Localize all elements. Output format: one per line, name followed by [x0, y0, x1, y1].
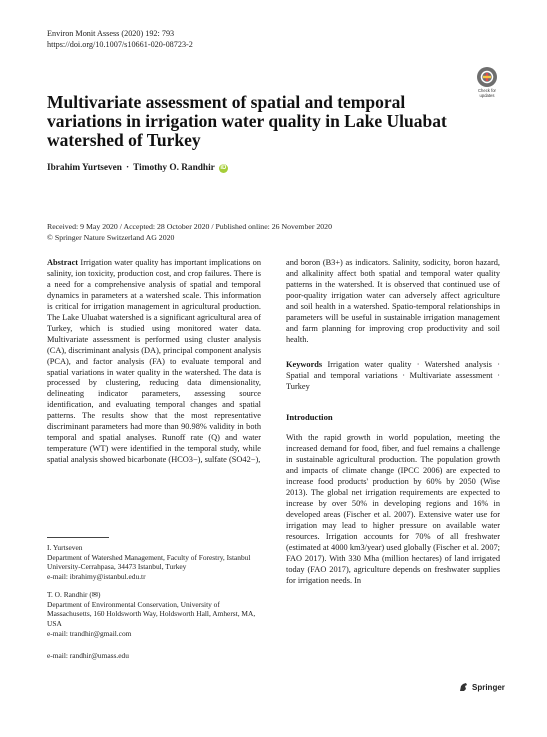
affiliation-2 — [47, 590, 261, 639]
article-title: Multivariate assessment of spatial and temporal variations in irrigation water quality in Lake Uluabat watershed of Turkey — [47, 92, 447, 150]
history-dates: Received: 9 May 2020 / Accepted: 28 October 2020 / Published online: 26 November 2020 — [47, 222, 332, 231]
springer-horse-icon — [458, 682, 469, 693]
keywords-paragraph — [286, 360, 500, 393]
introduction-heading: Introduction — [286, 412, 333, 423]
check-for-updates-badge[interactable] — [473, 67, 501, 100]
doi-link[interactable]: https://doi.org/10.1007/s10661-020-08723-2 — [47, 40, 193, 49]
affiliation-2-dept: Department of Environmental Conservation, University of Massachusetts, 160 Holdsworth Way, Holdsworth Hall, Amherst, MA, USA — [47, 599, 256, 629]
publication-dates — [47, 222, 332, 243]
keywords-heading: Keywords — [286, 359, 323, 369]
abstract-continued: and boron (B3+) as indicators. Salinity, sodicity, boron hazard, and alkalinity affect both spatial and temporal water quality patterns in the watershed. It is observed that continued use of poor-quality irrigation water can adversely affect agriculture and soil health in a watershed. Spatio-temporal relationships in parameters will be useful in sustainable irrigation management and farm planning for improving crop productivity and soil health. — [286, 258, 500, 344]
right-column — [286, 258, 500, 587]
abstract-paragraph — [47, 258, 261, 466]
affiliation-3-email[interactable]: e-mail: randhir@umass.edu — [47, 651, 129, 660]
introduction-paragraph: With the rapid growth in world population, meeting the increased demand for food, fiber, and fuel remains a challenge in sustainable agricultural production. The population growth and impacts of climate change (IPCC 2006) are expected to increase food products' production by 60% by 2050 (Wise 2013). The global net irrigation requirements are expected to increase by over 50% in developing regions and 16% in developed areas (Fischer et al. 2007). Extensive water use for irrigation may lead to higher pressure on available water resources. Irrigation accounts for 70% of all freshwater (estimated at 4000 km3/year) used globally (Fischer et al. 2007; FAO 2017). With 330 Mha (million hectares) of land irrigated today (FAO 2017), agriculture depends on freshwater supplies for irrigation needs. In — [286, 433, 500, 585]
publisher-name: Springer — [472, 683, 505, 692]
journal-header — [47, 28, 193, 50]
affiliation-2-email[interactable]: e-mail: trandhir@gmail.com — [47, 628, 132, 638]
crossmark-icon — [477, 67, 497, 87]
abstract-heading: Abstract — [47, 258, 79, 267]
journal-citation: Environ Monit Assess (2020) 192: 793 — [47, 29, 175, 38]
copyright-line: © Springer Nature Switzerland AG 2020 — [47, 232, 175, 242]
affiliation-1-email[interactable]: e-mail: ibrahimy@istanbul.edu.tr — [47, 572, 146, 582]
abstract-text: Irrigation water quality has important implications on salinity, ion toxicity, production cost, and crop failures. There is a need for a comprehensive analysis of spatial and temporal dynamics in parameters at a watershed scale. This information is critical for irrigation management in agricultural production. The Lake Uluabat watershed is a significant agricultural area of Turkey, which is studied using monitored water data. Multivariate assessment is performed using cluster analysis (CA), discriminant analysis (DA), principal component analysis (PCA), and factor analysis (FA) to evaluate temporal and spatial variations in water quality in the watershed. The data is processed by clustering, reducing data dimensionality, delineating indicator parameters, assessing source identification, and evaluating temporal changes and spatial patterns. The results show that the most representative discriminant parameters had more than 90.98% validity in both temporal and spatial analyses. Runoff rate (Q) and water temperature (WT) were identified in the temporal study, while spatial analysis showed bicarbonate (HCO3−), sulfate (SO42−), — [47, 258, 261, 465]
affiliation-1-name: I. Yurtseven — [47, 543, 83, 552]
crossmark-label: Check for updates — [478, 88, 496, 98]
orcid-icon[interactable]: iD — [220, 164, 227, 171]
springer-logo — [458, 682, 505, 693]
footnote-divider — [47, 537, 109, 538]
author-separator: · — [125, 163, 130, 173]
affiliation-3 — [47, 651, 261, 661]
left-column — [47, 258, 261, 466]
keywords-text: Irrigation water quality · Watershed analysis · Spatial and temporal variations · Multivariate assessment · Turkey — [286, 359, 500, 391]
author-list — [47, 163, 228, 173]
affiliation-1 — [47, 543, 261, 582]
author-1: Ibrahim Yurtseven — [47, 163, 122, 173]
affiliation-1-dept: Department of Watershed Management, Faculty of Forestry, Istanbul University-Cerrahpasa, 34473 Istanbul, Turkey — [47, 552, 251, 572]
affiliation-2-name: T. O. Randhir (✉) — [47, 590, 101, 599]
author-2: Timothy O. Randhir — [133, 163, 215, 173]
